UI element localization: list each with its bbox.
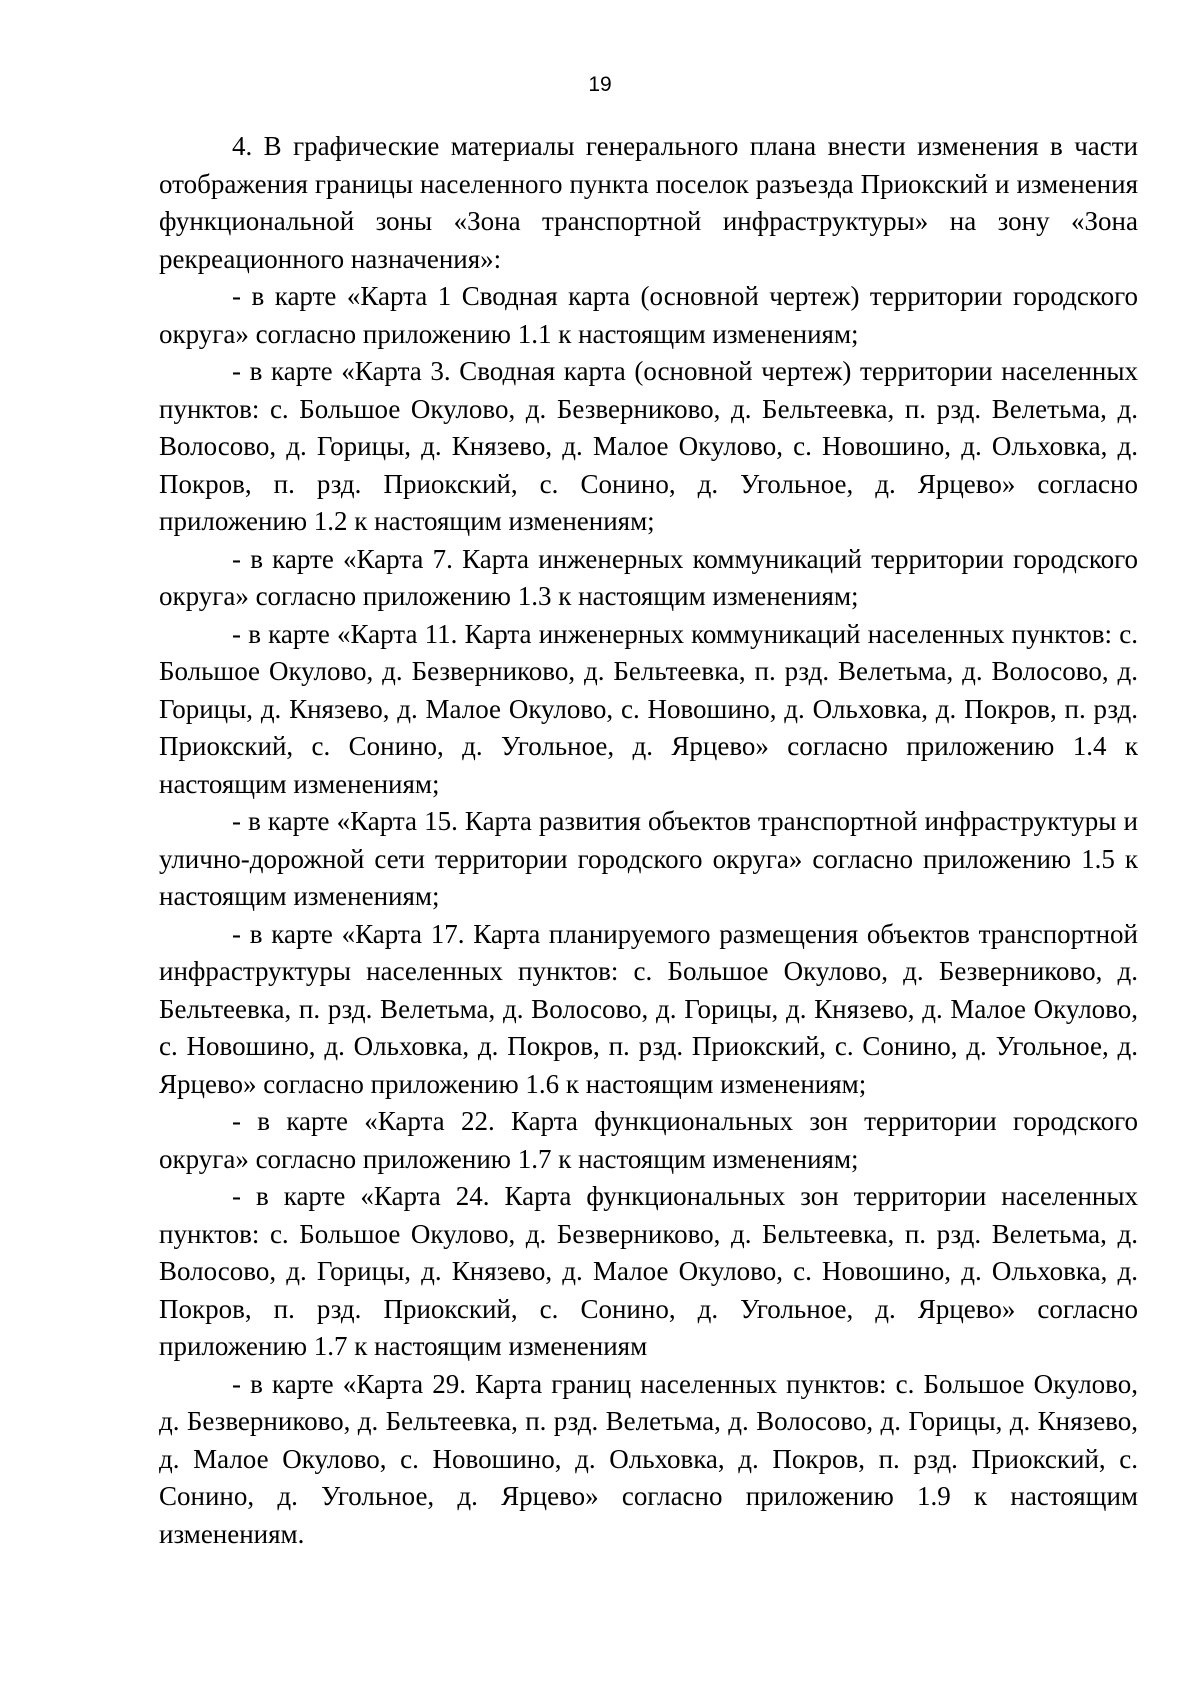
document-body: [159, 128, 1138, 1553]
list-item-map-24: - в карте «Карта 24. Карта функциональных зон территории населенных пунктов: с. Большое Окулово, д. Безверниково, д. Бельтеевка, п. рзд. Велетьма, д. Волосово, д. Горицы, д. Князево, д. Малое Окулово, с. Новошино, д. Ольховка, д. Покров, п. рзд. Приокский, с. Сонино, д. Угольное, д. Ярцево» согласно приложению 1.7 к настоящим изменениям: [159, 1181, 1138, 1361]
list-item-map-15: - в карте «Карта 15. Карта развития объектов транспортной инфраструктуры и улично-дорожной сети территории городского округа» согласно приложению 1.5 к настоящим изменениям;: [159, 806, 1138, 911]
list-item-map-17: - в карте «Карта 17. Карта планируемого размещения объектов транспортной инфраструктуры населенных пунктов: с. Большое Окулово, д. Безверниково, д. Бельтеевка, п. рзд. Велетьма, д. Волосово, д. Горицы, д. Князево, д. Малое Окулово, с. Новошино, д. Ольховка, д. Покров, п. рзд. Приокский, с. Сонино, д. Угольное, д. Ярцево» согласно приложению 1.6 к настоящим изменениям;: [159, 918, 1138, 1099]
list-item-map-22: - в карте «Карта 22. Карта функциональных зон территории городского округа» согласно приложению 1.7 к настоящим изменениям;: [159, 1106, 1138, 1174]
paragraph-intro: 4. В графические материалы генерального плана внести изменения в части отображения границы населенного пункта поселок разъезда Приокский и изменения функциональной зоны «Зона транспортной инфраструктуры» на зону «Зона рекреационного назначения»:: [159, 131, 1138, 274]
list-item-map-11: - в карте «Карта 11. Карта инженерных коммуникаций населенных пунктов: с. Большое Окулово, д. Безверниково, д. Бельтеевка, п. рзд. Велетьма, д. Волосово, д. Горицы, д. Князево, д. Малое Окулово, с. Новошино, д. Ольховка, д. Покров, п. рзд. Приокский, с. Сонино, д. Угольное, д. Ярцево» согласно приложению 1.4 к настоящим изменениям;: [159, 618, 1138, 799]
list-item-map-1: - в карте «Карта 1 Сводная карта (основной чертеж) территории городского округа» согласно приложению 1.1 к настоящим изменениям;: [159, 281, 1138, 349]
list-item-map-29: - в карте «Карта 29. Карта границ населенных пунктов: с. Большое Окулово, д. Безверниково, д. Бельтеевка, п. рзд. Велетьма, д. Волосово, д. Горицы, д. Князево, д. Малое Окулово, с. Новошино, д. Ольховка, д. Покров, п. рзд. Приокский, с. Сонино, д. Угольное, д. Ярцево» согласно приложению 1.9 к настоящим изменениям.: [159, 1368, 1138, 1549]
page-number: 19: [588, 73, 612, 96]
list-item-map-3: - в карте «Карта 3. Сводная карта (основной чертеж) территории населенных пунктов: с. Большое Окулово, д. Безверниково, д. Бельтеевка, п. рзд. Велетьма, д. Волосово, д. Горицы, д. Князево, д. Малое Окулово, с. Новошино, д. Ольховка, д. Покров, п. рзд. Приокский, с. Сонино, д. Угольное, д. Ярцево» согласно приложению 1.2 к настоящим изменениям;: [159, 356, 1138, 536]
list-item-map-7: - в карте «Карта 7. Карта инженерных коммуникаций территории городского округа» согласно приложению 1.3 к настоящим изменениям;: [159, 543, 1138, 611]
